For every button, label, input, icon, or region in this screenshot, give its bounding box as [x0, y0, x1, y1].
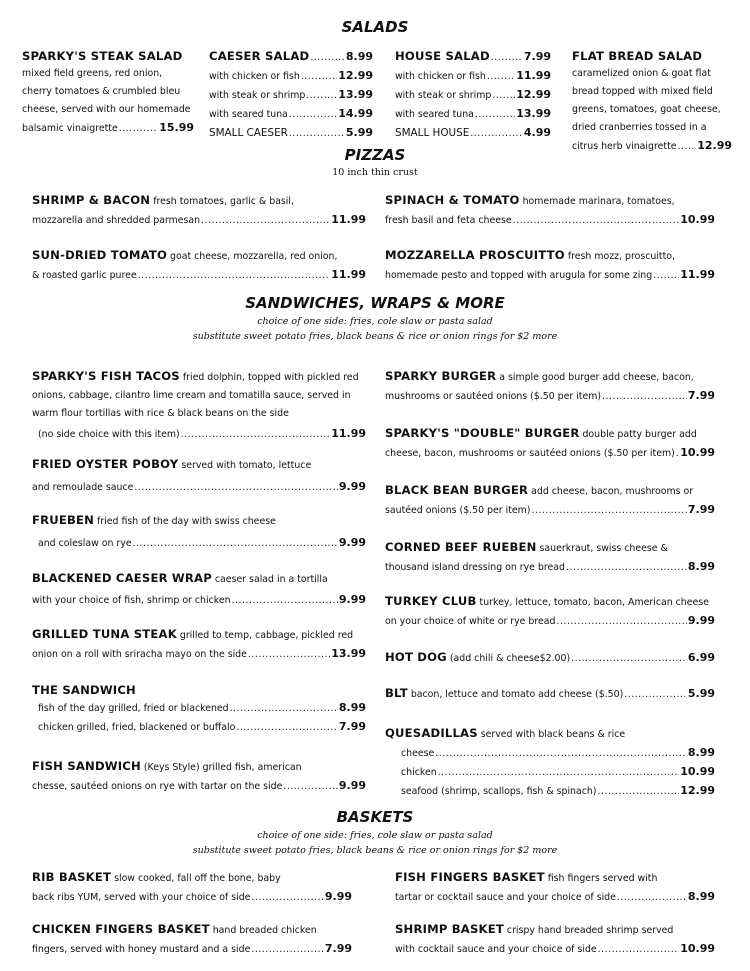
menu-item-caeser-salad: CAESER SALAD ..... 8.99 with chicken or fish ..... 12.99 with steak or shrimp ..... 13.99 with seared tuna ..... 14.99 SMALL CAESER ..... 5.99: [209, 47, 373, 143]
menu-item-hot-dog: HOT DOG (add chili & cheese$2.00) ..... 6.99: [385, 648, 715, 668]
menu-item-fish-sandwich: FISH SANDWICH (Keys Style) grilled fish, american chesse, sautéed onions on rye with tartar on the side ..... 9.99: [32, 757, 366, 796]
menu-item-turkey-club: TURKEY CLUB turkey, lettuce, tomato, bacon, American cheese on your choice of white or rye bread ..... 9.99: [385, 592, 715, 631]
menu-item-the-sandwich: THE SANDWICH fish of the day grilled, fried or blackened ..... 8.99 chicken grilled, fried, blackened or buffalo ..... 7.99: [32, 681, 366, 737]
section-baskets-heading: BASKETS: [336, 808, 414, 826]
menu-item-quesadillas: QUESADILLAS served with black beans & rice cheese ..... 8.99 chicken ..... 10.99 seafood (shrimp, scallops, fish & spinach) ..... 12.99: [385, 724, 715, 801]
sandwiches-side-choice: choice of one side: fries, cole slaw or pasta salad: [257, 316, 493, 327]
menu-item-sun-dried-tomato-pizza: SUN-DRIED TOMATO goat cheese, mozzarella, red onion, & roasted garlic puree ..... 11.99: [32, 246, 366, 285]
menu-item-rib-basket: RIB BASKET slow cooked, fall off the bone, baby back ribs YUM, served with your choice of side ..... 9.99: [32, 868, 352, 907]
menu-item-shrimp-basket: SHRIMP BASKET crispy hand breaded shrimp served with cocktail sauce and your choice of side ..... 10.99: [395, 920, 715, 959]
menu-item-fish-tacos: SPARKY'S FISH TACOS fried dolphin, topped with pickled red onions, cabbage, cilantro lime cream and tomatilla sauce, served in warm flour tortillas with rice & black beans on the side (no side choice with this item) ..... 11.99: [32, 367, 366, 446]
menu-item-mozzarella-proscuitto-pizza: MOZZARELLA PROSCUITTO fresh mozz, proscuitto, homemade pesto and topped with arugula for some zing ..... 11.99: [385, 246, 715, 285]
menu-item-corned-beef-rueben: CORNED BEEF RUEBEN sauerkraut, swiss cheese & thousand island dressing on rye bread ..... 8.99: [385, 538, 715, 577]
baskets-side-substitute: substitute sweet potato fries, black beans & rice or onion rings for $2 more: [192, 845, 558, 856]
menu-item-fried-oyster-poboy: FRIED OYSTER POBOY served with tomato, lettuce and remoulade sauce ..... 9.99: [32, 455, 366, 500]
menu-item-grilled-tuna-steak: GRILLED TUNA STEAK grilled to temp, cabbage, pickled red onion on a roll with sriracha mayo on the side ..... 13.99: [32, 625, 366, 664]
menu-item-black-bean-burger: BLACK BEAN BURGER add cheese, bacon, mushrooms or sautéed onions ($.50 per item) ..... 7.99: [385, 481, 715, 520]
menu-item-chicken-fingers-basket: CHICKEN FINGERS BASKET hand breaded chicken fingers, served with honey mustard and a side ..... 7.99: [32, 920, 352, 959]
menu-item-steak-salad: SPARKY'S STEAK SALAD mixed field greens, red onion, cherry tomatoes & crumbled bleu cheese, served with our homemade balsamic vinaigrette ..... 15.99: [22, 47, 194, 138]
pizzas-subtitle: 10 inch thin crust: [332, 167, 418, 178]
section-pizzas-heading: PIZZAS: [344, 146, 406, 164]
menu-item-blt: BLT bacon, lettuce and tomato add cheese ($.50) ..... 5.99: [385, 684, 715, 704]
menu-item-spinach-tomato-pizza: SPINACH & TOMATO homemade marinara, tomatoes, fresh basil and feta cheese ..... 10.99: [385, 191, 715, 230]
sandwiches-side-substitute: substitute sweet potato fries, black beans & rice or onion rings for $2 more: [192, 331, 558, 342]
menu-item-house-salad: HOUSE SALAD ..... 7.99 with chicken or fish ..... 11.99 with steak or shrimp ..... 12.99 with seared tuna ..... 13.99 SMALL HOUSE ..... 4.99: [395, 47, 551, 143]
baskets-side-choice: choice of one side: fries, cole slaw or pasta salad: [257, 830, 493, 841]
menu-item-frueben: FRUEBEN fried fish of the day with swiss cheese and coleslaw on rye ..... 9.99: [32, 511, 366, 556]
menu-item-flat-bread-salad: FLAT BREAD SALAD caramelized onion & goat flat bread topped with mixed field greens, tomatoes, goat cheese, dried cranberries tossed in a citrus herb vinaigrette ..... 12.99: [572, 47, 732, 156]
menu-item-fish-fingers-basket: FISH FINGERS BASKET fish fingers served with tartar or cocktail sauce and your choice of side ..... 8.99: [395, 868, 715, 907]
section-sandwiches-heading: SANDWICHES, WRAPS & MORE: [245, 294, 505, 312]
menu-item-blackened-caeser-wrap: BLACKENED CAESER WRAP caeser salad in a tortilla with your choice of fish, shrimp or chicken ..... 9.99: [32, 569, 366, 612]
menu-item-shrimp-bacon-pizza: SHRIMP & BACON fresh tomatoes, garlic & basil, mozzarella and shredded parmesan ..... 11.99: [32, 191, 366, 230]
menu-item-double-burger: SPARKY'S "DOUBLE" BURGER double patty burger add cheese, bacon, mushrooms or sautéed onions ($.50 per item) ..... 10.99: [385, 424, 715, 463]
menu-item-sparky-burger: SPARKY BURGER a simple good burger add cheese, bacon, mushrooms or sautéed onions ($.50 per item) ..... 7.99: [385, 367, 715, 406]
section-salads-heading: SALADS: [341, 18, 409, 36]
